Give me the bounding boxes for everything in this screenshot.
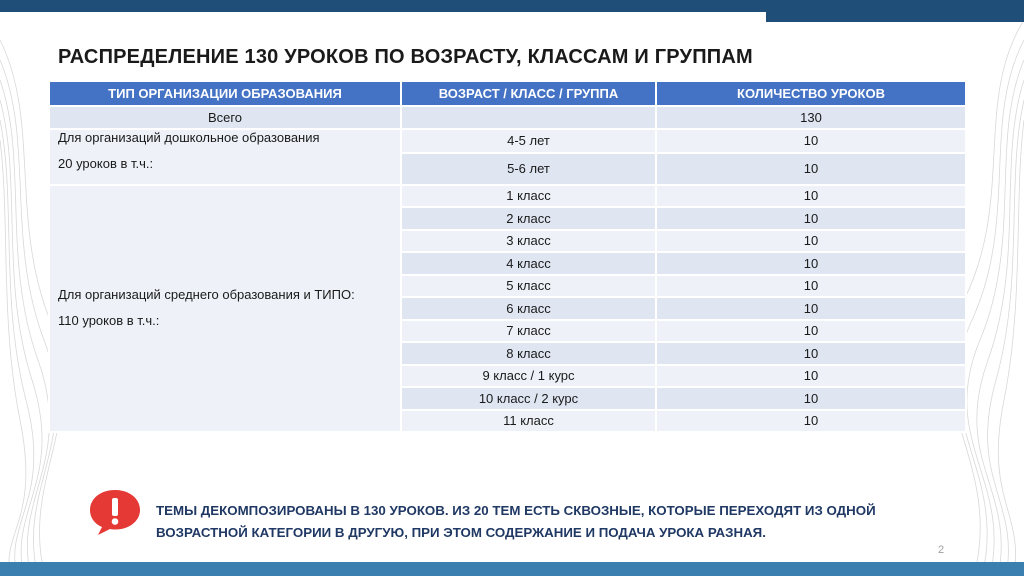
group-cell: 11 класс <box>401 410 656 433</box>
count-cell: 10 <box>656 297 966 320</box>
count-cell: 10 <box>656 129 966 153</box>
group-cell: 9 класс / 1 курс <box>401 365 656 388</box>
count-cell: 10 <box>656 410 966 433</box>
group-cell: 5-6 лет <box>401 153 656 185</box>
group-cell: 4 класс <box>401 252 656 275</box>
group-cell: 3 класс <box>401 230 656 253</box>
count-cell: 10 <box>656 320 966 343</box>
slide-title: РАСПРЕДЕЛЕНИЕ 130 УРОКОВ ПО ВОЗРАСТУ, КЛАССАМ И ГРУППАМ <box>58 46 753 68</box>
table-row <box>49 185 966 208</box>
group-cell: 5 класс <box>401 275 656 298</box>
table-header-row <box>49 81 966 106</box>
header-org-type: ТИП ОРГАНИЗАЦИИ ОБРАЗОВАНИЯ <box>49 81 401 106</box>
lessons-table <box>48 80 967 433</box>
header-age-group: ВОЗРАСТ / КЛАСС / ГРУППА <box>401 81 656 106</box>
count-cell: 10 <box>656 185 966 208</box>
total-row <box>49 106 966 129</box>
preschool-lesson-total: 20 уроков в т.ч.: <box>58 155 154 171</box>
group-cell: 2 класс <box>401 207 656 230</box>
secondary-org-label: Для организаций среднего образования и ТИПО: <box>58 287 355 303</box>
group-cell: 1 класс <box>401 185 656 208</box>
header-lesson-count: КОЛИЧЕСТВО УРОКОВ <box>656 81 966 106</box>
group-cell: 4-5 лет <box>401 129 656 153</box>
count-cell: 10 <box>656 252 966 275</box>
page-number: 2 <box>938 544 945 556</box>
top-band-accent <box>766 12 1024 22</box>
group-cell: 8 класс <box>401 342 656 365</box>
count-cell: 10 <box>656 275 966 298</box>
count-cell: 10 <box>656 153 966 185</box>
exclamation-bubble-icon <box>88 488 142 536</box>
preschool-org-label: Для организаций дошкольное образования <box>58 129 320 145</box>
preschool-org-cell <box>49 129 401 185</box>
group-cell: 10 класс / 2 курс <box>401 387 656 410</box>
secondary-org-cell <box>49 185 401 433</box>
count-cell: 10 <box>656 230 966 253</box>
group-cell: 6 класс <box>401 297 656 320</box>
table-row <box>49 129 966 153</box>
count-cell: 10 <box>656 207 966 230</box>
count-cell: 10 <box>656 365 966 388</box>
count-cell: 10 <box>656 387 966 410</box>
notice-text: ТЕМЫ ДЕКОМПОЗИРОВАНЫ В 130 УРОКОВ. ИЗ 20 ТЕМ ЕСТЬ СКВОЗНЫЕ, КОТОРЫЕ ПЕРЕХОДЯТ ИЗ ОДНОЙ ВОЗРАСТНОЙ КАТЕГОРИИ В ДРУГУЮ, ПРИ ЭТОМ СОДЕРЖАНИЕ И ПОДАЧА УРОКА РАЗНАЯ. <box>156 503 876 540</box>
bottom-band <box>0 562 1024 576</box>
total-empty-cell <box>401 106 656 129</box>
secondary-lesson-total: 110 уроков в т.ч.: <box>58 313 160 329</box>
total-label: Всего <box>49 106 401 129</box>
count-cell: 10 <box>656 342 966 365</box>
top-band <box>0 0 1024 12</box>
group-cell: 7 класс <box>401 320 656 343</box>
total-value: 130 <box>656 106 966 129</box>
